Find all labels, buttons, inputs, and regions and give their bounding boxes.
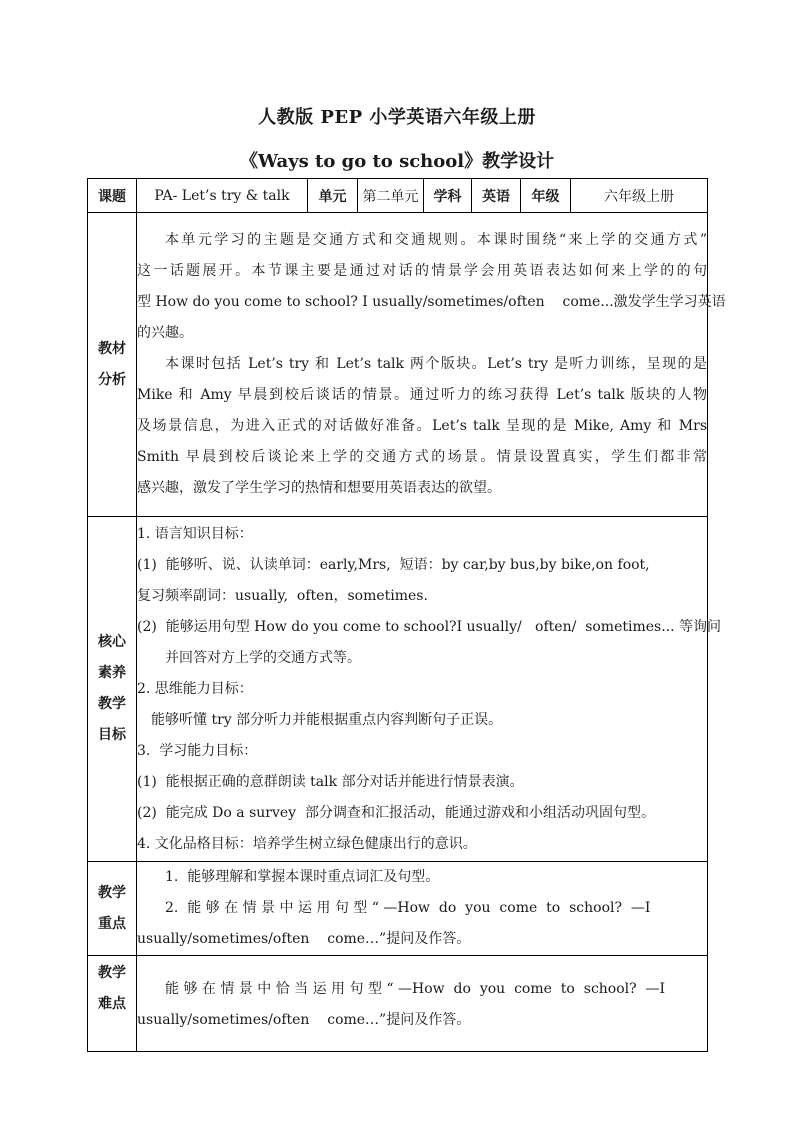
core-line-10: (2) 能完成 Do a survey 部分调查和汇报活动，能通过游戏和小组活动巩固句型。 — [137, 804, 655, 821]
analysis-para1-line4: 的兴趣。 — [137, 325, 193, 341]
key-points-row — [88, 862, 708, 956]
analysis-content — [137, 213, 726, 517]
core-line-11: 4. 文化品格目标：培养学生树立绿色健康出行的意识。 — [137, 835, 477, 852]
grade-value: 六年级上册 — [571, 179, 708, 213]
core-line-8: 3. 学习能力目标： — [137, 742, 258, 759]
key-line-1: 1. 能够理解和掌握本课时重点词汇及句型。 — [165, 869, 440, 885]
core-goals-label — [88, 517, 137, 862]
analysis-para2-line1: 本课时包括 Let’s try 和 Let’s talk 两个版块。Let’s try 是听力训练，呈现的是 — [165, 356, 707, 372]
difficult-label-1: 教学 — [98, 965, 126, 981]
analysis-para2-line5: 感兴趣，激发了学生学习的热情和想要用英语表达的欲望。 — [137, 480, 501, 496]
difficult-points-content — [137, 956, 708, 1052]
analysis-label-1: 教材 — [98, 340, 126, 357]
analysis-para2-line3: 及场景信息，为进入正式的对话做好准备。Let’s talk 呈现的是 Mike, Amy 和 Mrs — [137, 418, 707, 434]
analysis-para1-line3: 型 How do you come to school? I usually/sometimes/often come...激发学生学习英语 — [137, 294, 726, 310]
core-goals-row — [88, 517, 708, 862]
difficult-line-2: usually/sometimes/often come…”提问及作答。 — [137, 1011, 471, 1028]
core-label-4: 目标 — [98, 727, 126, 743]
analysis-label — [88, 213, 137, 517]
lesson-label: 课题 — [88, 179, 137, 213]
difficult-points-label — [88, 956, 137, 1052]
core-label-3: 教学 — [98, 696, 126, 712]
core-label-2: 素养 — [98, 665, 126, 681]
core-line-7: 能够听懂 try 部分听力并能根据重点内容判断句子正误。 — [151, 711, 503, 728]
analysis-para1-line2: 这一话题展开。本节课主要是通过对话的情景学会用英语表达如何来上学的的句 — [137, 263, 707, 279]
document-subtitle: 《Ways to go to school》教学设计 — [239, 151, 555, 172]
analysis-label-2: 分析 — [98, 371, 126, 388]
lesson-plan-table — [87, 178, 726, 1052]
core-line-1: 1. 语言知识目标： — [137, 525, 253, 542]
difficult-line-1: 能 够 在 情 景 中 恰 当 运 用 句 型 “ —How do you come to school? —I — [165, 980, 666, 997]
key-line-2: 2. 能 够 在 情 景 中 运 用 句 型 “ —How do you come to school? —I — [165, 900, 651, 916]
analysis-para2-line2: Mike 和 Amy 早晨到校后谈话的情景。通过听力的练习获得 Let’s talk 版块的人物 — [137, 387, 707, 403]
grade-label: 年级 — [521, 179, 571, 213]
core-line-3: 复习频率副词：usually, often，sometimes. — [137, 587, 428, 604]
subject-value: 英语 — [472, 179, 521, 213]
lesson-value: PA- Let’s try & talk — [137, 179, 308, 213]
key-label-2: 重点 — [98, 915, 126, 932]
core-line-4: (2) 能够运用句型 How do you come to school?I usually/ often/ sometimes... 等询问 — [137, 618, 722, 635]
key-points-content — [137, 862, 708, 956]
subject-label: 学科 — [424, 179, 472, 213]
document-title: 人教版 PEP 小学英语六年级上册 — [258, 107, 536, 128]
core-line-5: 并回答对方上学的交通方式等。 — [165, 649, 361, 666]
unit-value: 第二单元 — [358, 179, 424, 213]
core-goals-content — [137, 517, 722, 862]
core-label-1: 核心 — [98, 634, 126, 650]
analysis-row — [88, 213, 708, 517]
core-line-2: (1) 能够听、说、认读单词：early,Mrs, 短语：by car,by bus,by bike,on foot, — [137, 556, 650, 573]
key-points-label — [88, 862, 137, 956]
difficult-label-2: 难点 — [98, 996, 126, 1012]
key-line-3: usually/sometimes/often come…”提问及作答。 — [137, 931, 471, 947]
analysis-para2-line4: Smith 早晨到校后谈论来上学的交通方式的场景。情景设置真实，学生们都非常 — [137, 449, 707, 465]
key-label-1: 教学 — [98, 884, 126, 901]
core-line-6: 2. 思维能力目标： — [137, 680, 253, 697]
info-row — [88, 179, 708, 213]
analysis-para1-line1: 本单元学习的主题是交通方式和交通规则。本课时围绕“来上学的交通方式” — [165, 232, 707, 248]
unit-label: 单元 — [308, 179, 358, 213]
core-line-9: (1) 能根据正确的意群朗读 talk 部分对话并能进行情景表演。 — [137, 773, 524, 790]
difficult-points-row — [88, 956, 708, 1052]
